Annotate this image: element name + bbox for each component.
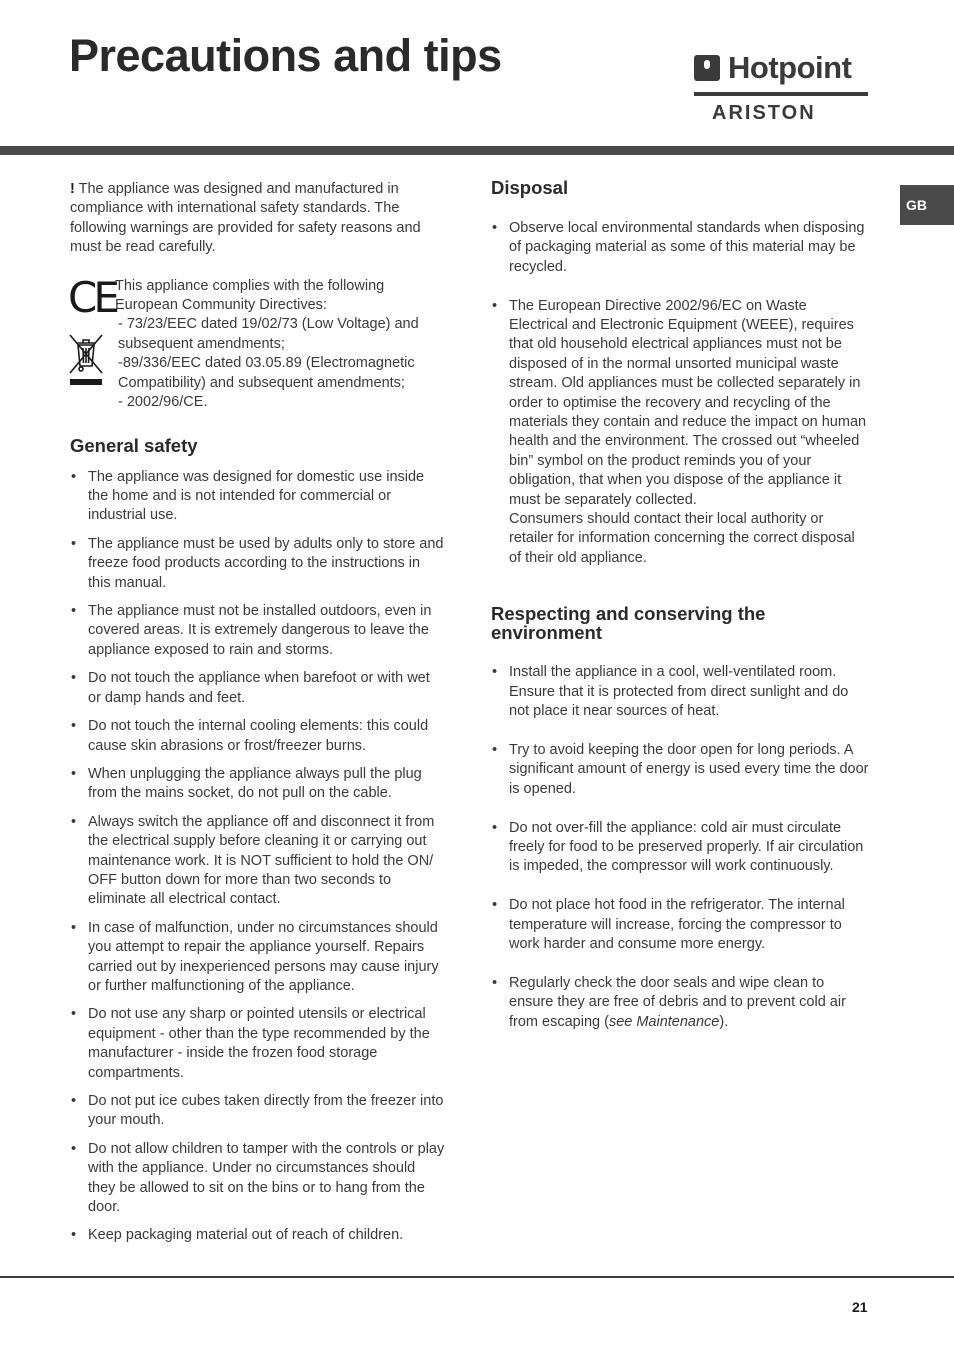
left-column xyxy=(70,180,446,1255)
intro-paragraph xyxy=(70,180,446,258)
list-item: • Observe local environmental standards when disposing of packaging material as some of this material may be recycled. xyxy=(491,219,869,277)
crossed-wheeled-bin-icon xyxy=(68,333,104,387)
certification-text xyxy=(115,277,448,413)
list-item: • In case of malfunction, under no circumstances should you attempt to repair the appliance yourself. Repairs carried out by inexperienced persons may cause injury or further malfunctioning of the appliance. xyxy=(70,919,446,997)
list-item: • Install the appliance in a cool, well-ventilated room. Ensure that it is protected from direct sunlight and do not place it near sources of heat. xyxy=(491,663,869,721)
intro-text: The appliance was designed and manufactured in compliance with international safety standards. The following warnings are provided for safety reasons and must be read carefully. xyxy=(70,181,421,256)
list-item xyxy=(491,297,869,569)
brand-subname: ARISTON xyxy=(712,102,816,124)
list-item: • Always switch the appliance off and disconnect it from the electrical supply before cleaning it or carrying out maintenance work. It is NOT sufficient to hold the ON/ OFF button down for more than two seconds to eliminate all electrical contact. xyxy=(70,813,446,910)
general-safety-list xyxy=(70,468,446,1246)
cert-line: - 73/23/EEC dated 19/02/73 (Low Voltage) and xyxy=(118,316,419,333)
list-item: • Keep packaging material out of reach of children. xyxy=(70,1226,446,1245)
hotpoint-wordmark xyxy=(694,52,851,84)
certification-block xyxy=(68,272,446,411)
cert-line: This appliance complies with the following xyxy=(115,277,385,294)
list-item: • Do not put ice cubes taken directly from the freezer into your mouth. xyxy=(70,1092,446,1131)
list-item: • Do not use any sharp or pointed utensils or electrical equipment - other than the type recommended by the manufacturer - inside the frozen food storage compartments. xyxy=(70,1005,446,1083)
disposal-list xyxy=(491,219,869,568)
list-item xyxy=(491,974,869,1032)
warning-mark: ! xyxy=(70,181,75,197)
right-column xyxy=(491,178,869,1051)
maintenance-text-after: ). xyxy=(719,1013,729,1030)
disposal-contact-text: Consumers should contact their local authority or retailer for information concerning the correct disposal of their old appliance. xyxy=(509,511,855,566)
list-item: • Do not touch the appliance when barefoot or with wet or damp hands and feet. xyxy=(70,669,446,708)
list-item: • When unplugging the appliance always pull the plug from the mains socket, do not pull on the cable. xyxy=(70,765,446,804)
cert-line: Compatibility) and subsequent amendments; xyxy=(118,374,405,391)
list-item: • Do not allow children to tamper with the controls or play with the appliance. Under no circumstances should they be allowed to sit on the bins or to hang from the door. xyxy=(70,1140,446,1218)
list-item: • Do not over-fill the appliance: cold air must circulate freely for food to be preserved properly. If air circulation is impeded, the compressor will work continuously. xyxy=(491,819,869,877)
hotpoint-ariston-logo xyxy=(694,52,868,126)
cert-line: subsequent amendments; xyxy=(118,335,285,352)
list-item: • Do not touch the internal cooling elements: this could cause skin abrasions or frost/freezer burns. xyxy=(70,717,446,756)
list-item: • Try to avoid keeping the door open for long periods. A significant amount of energy is used every time the door is opened. xyxy=(491,741,869,799)
environment-heading: Respecting and conserving the environment xyxy=(491,603,766,644)
list-item: • The appliance was designed for domestic use inside the home and is not intended for commercial or industrial use. xyxy=(70,468,446,526)
page-number: 21 xyxy=(852,1299,868,1315)
disposal-weee-text: The European Directive 2002/96/EC on Waste Electrical and Electronic Equipment (WEEE), requires that old household electrical appliances must not be disposed of in the normal unsorted municipal waste stream. Old appliances must be collected separately in order to optimise the recovery and recycling of the materials they contain and reduce the impact on human health and the environment. The crossed out “wheeled bin” symbol on the product reminds you of your obligation, that when you dispose of the appliance it must be separately collected. xyxy=(509,297,867,508)
list-item: • Do not place hot food in the refrigerator. The internal temperature will increase, forcing the compressor to work harder and consume more energy. xyxy=(491,896,869,954)
page-title: Precautions and tips xyxy=(69,30,502,81)
cert-line: - 2002/96/CE. xyxy=(118,394,208,411)
maintenance-text-before: Regularly check the door seals and wipe clean to ensure they are free of debris and to prevent cold air from escaping ( xyxy=(509,974,846,1030)
brand-name: Hotpoint xyxy=(728,50,852,85)
list-item: • The appliance must be used by adults only to store and freeze food products according to the instructions in this manual. xyxy=(70,535,446,593)
logo-rule xyxy=(694,92,868,96)
footer-rule xyxy=(0,1276,954,1278)
language-tab: GB xyxy=(900,185,954,225)
header-band xyxy=(0,146,954,155)
cert-line: European Community Directives: xyxy=(115,297,327,314)
ce-mark-icon: CE xyxy=(68,272,116,322)
list-item: • The appliance must not be installed outdoors, even in covered areas. It is extremely dangerous to leave the appliance exposed to rain and storms. xyxy=(70,602,446,660)
plug-icon xyxy=(694,55,720,81)
maintenance-reference: see Maintenance xyxy=(608,1013,720,1030)
general-safety-heading: General safety xyxy=(70,434,198,456)
environment-list xyxy=(491,663,869,1032)
cert-line: -89/336/EEC dated 03.05.89 (Electromagnetic xyxy=(118,355,415,372)
disposal-heading: Disposal xyxy=(491,177,569,198)
